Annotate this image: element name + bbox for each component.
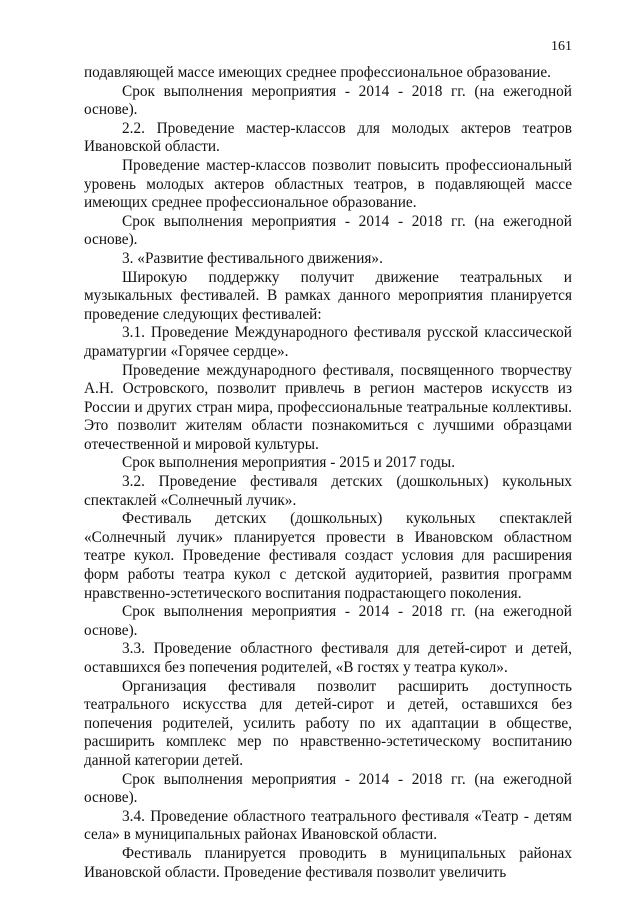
paragraph-deadline: Срок выполнения мероприятия - 2014 - 2018 гг. (на ежегодной основе). [84,603,572,639]
paragraph-item-3-4: 3.4. Проведение областного театрального фестиваля «Театр - детям села» в муниципальных районах Ивановской области. [84,807,572,844]
paragraph-section-3: 3. «Развитие фестивального движения». [122,249,383,267]
paragraph-continuation: подавляющей массе имеющих среднее профессиональное образование. [84,64,551,81]
paragraph-description: Организация фестиваля позволит расширить доступность театрального искусства для детей-сирот и детей, оставшихся без попечения родителей, усилить работу по их адаптации в обществе, расширить комплекс мер по нравственно-эстетическому воспитанию данной категории детей. [84,677,572,769]
paragraph-deadline: Срок выполнения мероприятия - 2014 - 2018 гг. (на ежегодной основе). [84,770,572,807]
paragraph-deadline: Срок выполнения мероприятия - 2015 и 2017 годы. [122,454,456,472]
paragraph-description: Проведение международного фестиваля, посвященного творчеству А.Н. Островского, позволит привлечь в регион мастеров искусств из России и других стран мира, профессиональные театральные коллективы. Это позволит жителям области познакомиться с лучшими образцами отечественной и мировой культуры. [84,361,572,453]
paragraph-deadline: Срок выполнения мероприятия - 2014 - 2018 гг. (на ежегодной основе). [84,82,572,119]
paragraph-item-2-2: 2.2. Проведение мастер-классов для молодых актеров театров Ивановской области. [84,119,572,156]
paragraph-description: Проведение мастер-классов позволит повысить профессиональный уровень молодых актеров областных театров, в подавляющей массе имеющих среднее профессиональное образование. [84,156,572,212]
page-number: 161 [551,39,572,54]
paragraph-deadline: Срок выполнения мероприятия - 2014 - 2018 гг. (на ежегодной основе). [84,212,572,249]
paragraph-item-3-2: 3.2. Проведение фестиваля детских (дошкольных) кукольных спектаклей «Солнечный лучик». [84,473,572,509]
paragraph-description: Фестиваль детских (дошкольных) кукольных спектаклей «Солнечный лучик» планируется провести в Ивановском областном театре кукол. Проведение фестиваля создаст условия для расширения форм работы театра кукол с детской аудиторией, развития программ нравственно-эстетического воспитания подрастающего поколения. [84,510,572,602]
paragraph-item-3-3: 3.3. Проведение областного фестиваля для детей-сирот и детей, оставшихся без попечения родителей, «В гостях у театра кукол». [84,640,572,676]
paragraph-item-3-1: 3.1. Проведение Международного фестиваля русской классической драматургии «Горячее сердце». [84,324,572,360]
paragraph-description: Фестиваль планируется проводить в муниципальных районах Ивановской области. Проведение фестиваля позволит увеличить [84,844,572,881]
page-body [84,64,572,882]
paragraph-description: Широкую поддержку получит движение театральных и музыкальных фестивалей. В рамках данного мероприятия планируется проведение следующих фестивалей: [84,268,572,323]
